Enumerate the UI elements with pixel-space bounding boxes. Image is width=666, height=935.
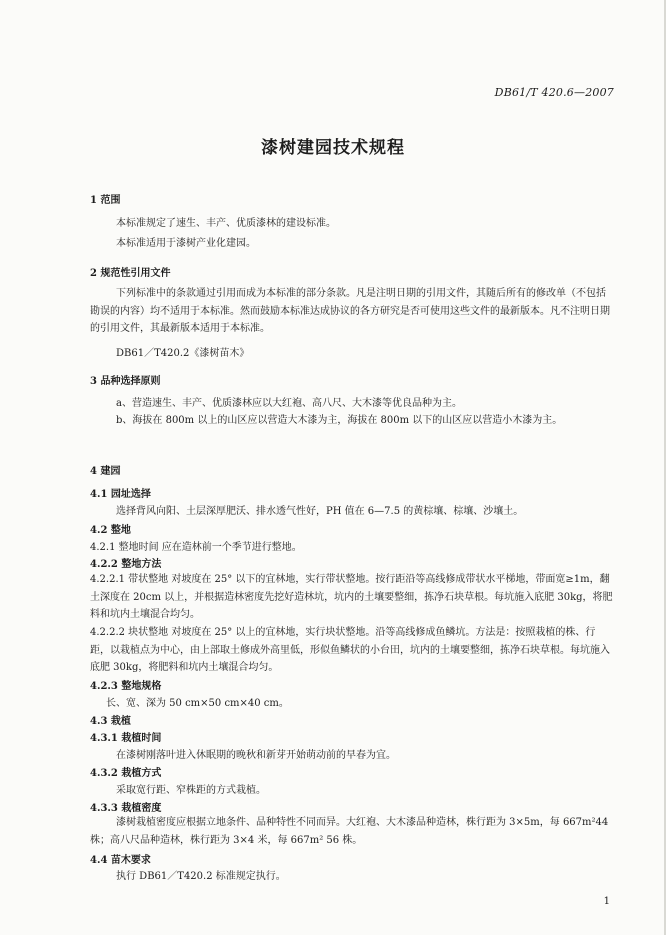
section-4-1-heading: 4.1 园址选择 xyxy=(90,489,151,500)
section-1-heading: 1 范围 xyxy=(90,195,121,206)
section-2-reference: DB61／T420.2《漆树苗木》 xyxy=(116,348,250,359)
section-4-3-2-text: 采取宽行距、窄株距的方式栽植。 xyxy=(116,785,266,796)
section-3-heading: 3 品种选择原则 xyxy=(90,376,161,387)
section-2-heading: 2 规范性引用文件 xyxy=(90,268,171,279)
section-2-para-1: 下列标准中的条款通过引用而成为本标准的部分条款。凡是注明日期的引用文件，其随后所有的修改单（不包括勘误的内容）均不适用于本标准。然而鼓励本标准达成协议的各方研究是否可使用这些文件的最新版本。凡不注明日期的引用文件，其最新版本适用于本标准。 xyxy=(90,288,610,334)
section-4-4-heading: 4.4 苗木要求 xyxy=(90,855,151,866)
section-4-4-text: 执行 DB61／T420.2 标准规定执行。 xyxy=(116,871,286,882)
section-3-item-a: a、营造速生、丰产、优质漆林应以大红袍、高八尺、大木漆等优良品种为主。 xyxy=(116,398,462,409)
section-4-3-3-text: 漆树栽植密度应根据立地条件、品种特性不同而异。大红袍、大木漆品种造林，株行距为 3×5m，每 667m²44 株；高八尺品种造林，株行距为 3×4 米，每 667m² 56 株。 xyxy=(90,817,609,846)
section-4-heading: 4 建园 xyxy=(90,466,121,477)
section-4-2-heading: 4.2 整地 xyxy=(90,525,131,536)
section-4-2-2-2: 4.2.2.2 块状整地 对坡度在 25° 以上的宜林地，实行块状整地。沿等高线修成鱼鳞坑。方法是：按照栽植的株、行距，以栽植点为中心，由上部取土修成外高里低，形似鱼鳞状的小台田，坑内的土壤要整细，拣净石块草根。每坑施入底肥 30kg，将肥料和坑内土壤混合均匀。 xyxy=(90,627,610,673)
section-4-1-text: 选择背风向阳、土层深厚肥沃、排水透气性好，PH 值在 6—7.5 的黄棕壤、棕壤、沙壤土。 xyxy=(116,506,524,517)
document-title: 漆树建园技术规程 xyxy=(261,138,405,158)
section-4-2-3-heading: 4.2.3 整地规格 xyxy=(90,681,162,692)
section-4-2-2-heading: 4.2.2 整地方法 xyxy=(90,559,162,570)
section-4-2-3-text: 长、宽、深为 50 cm×50 cm×40 cm。 xyxy=(106,698,289,709)
standard-code: DB61/T 420.6—2007 xyxy=(494,86,614,99)
page-number: 1 xyxy=(603,896,610,907)
section-4-2-2-1: 4.2.2.1 带状整地 对坡度在 25° 以下的宜林地，实行带状整地。按行距沿等高线修成带状水平梯地，带面宽≥1m，翻土深度在 20cm 以上，并根据造林密度先挖好造林坑，坑内的土壤要整细，拣净石块草根。每坑施入底肥 30kg，将肥料和坑内土壤混合均匀。 xyxy=(90,574,613,620)
section-4-2-1: 4.2.1 整地时间 应在造林前一个季节进行整地。 xyxy=(90,542,302,553)
section-4-3-2-heading: 4.3.2 栽植方式 xyxy=(90,768,162,779)
section-4-3-1-text: 在漆树刚落叶进入休眠期的晚秋和新芽开始萌动前的早春为宜。 xyxy=(116,750,396,761)
section-3-item-b: b、海拔在 800m 以上的山区应以营造大木漆为主，海拔在 800m 以下的山区应以营造小木漆为主。 xyxy=(116,415,563,426)
section-1-para-1: 本标准规定了速生、丰产、优质漆林的建设标准。 xyxy=(116,218,336,229)
section-1-para-2: 本标准适用于漆树产业化建园。 xyxy=(116,238,256,249)
section-4-3-heading: 4.3 栽植 xyxy=(90,716,131,727)
section-4-3-1-heading: 4.3.1 栽植时间 xyxy=(90,733,162,744)
section-4-3-3-heading: 4.3.3 栽植密度 xyxy=(90,803,162,814)
